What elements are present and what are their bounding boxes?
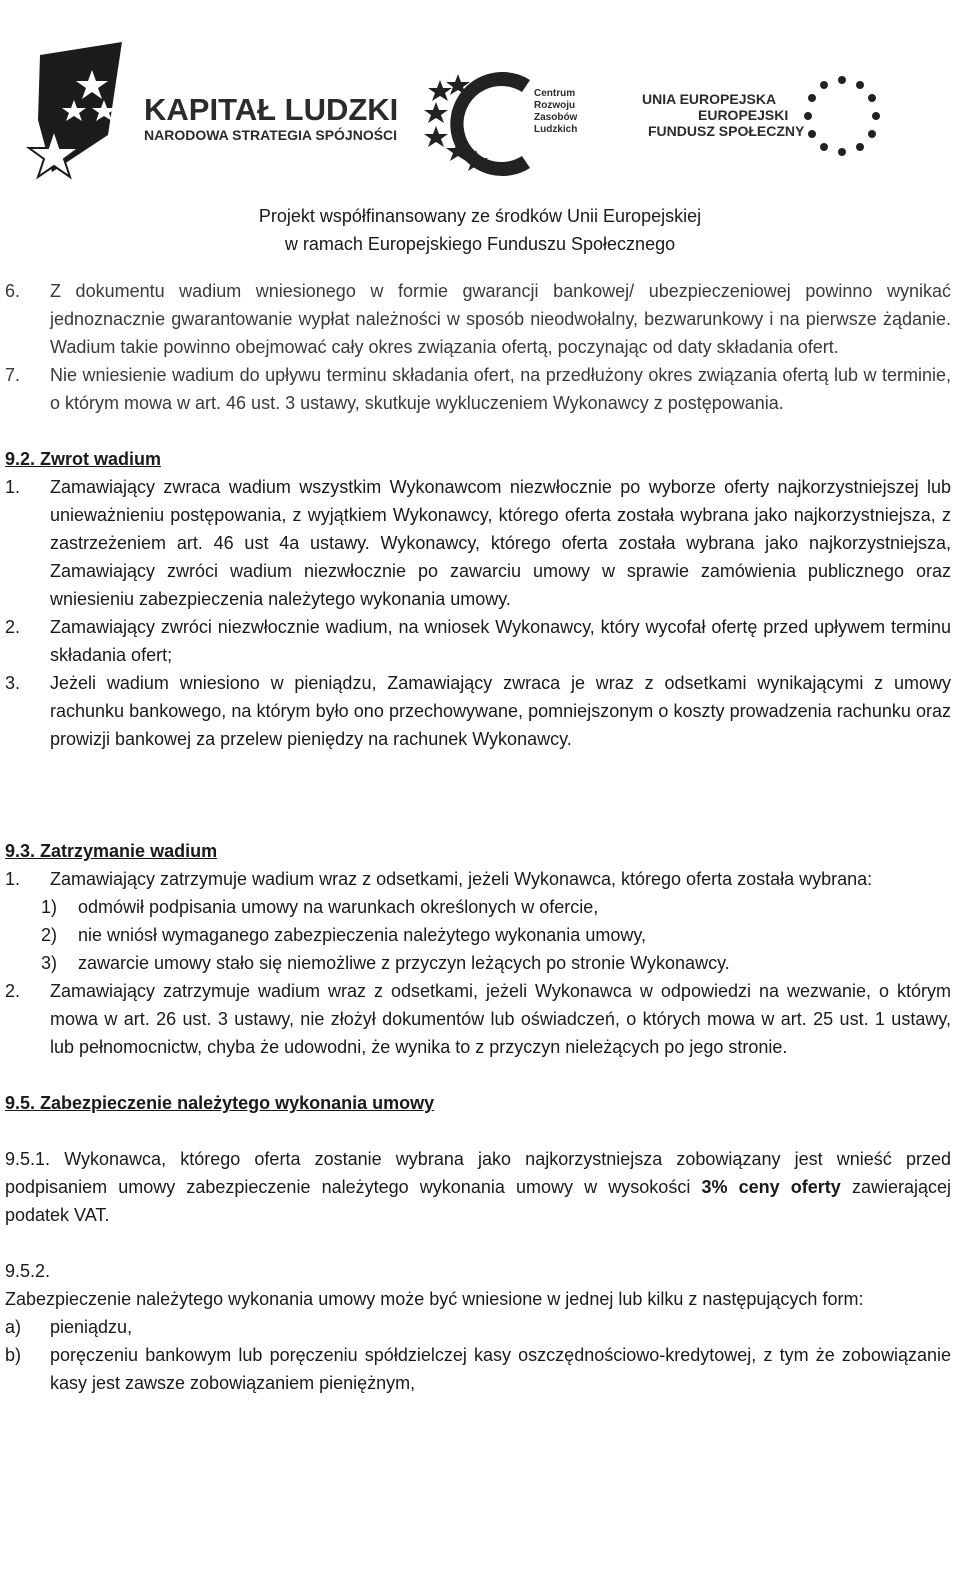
- sub-list-item: [5, 893, 951, 921]
- kl-logo-title: KAPITAŁ LUDZKI: [144, 92, 399, 127]
- crzl-line-2: Rozwoju: [534, 100, 576, 111]
- paragraph-text: 9.5.1. Wykonawca, którego oferta zostanie wybrana jako najkorzystniejsza zobowiązany jest wnieść przed podpisaniem umowy zabezpieczenie należytego wykonania umowy w wysokości: [5, 1149, 951, 1197]
- item-number: 3.: [5, 673, 21, 693]
- item-text: Zamawiający zatrzymuje wadium wraz z odsetkami, jeżeli Wykonawca, którego oferta została wybrana:: [50, 869, 873, 889]
- section-heading-9-3: 9.3. Zatrzymanie wadium: [5, 841, 218, 861]
- eu-line-2: EUROPEJSKI: [698, 107, 789, 123]
- list-item: [5, 1341, 951, 1397]
- item-number: 7.: [5, 365, 21, 385]
- document-body: [5, 277, 951, 1397]
- logo-banner: [0, 0, 960, 200]
- kapital-ludzki-logo: [29, 42, 398, 177]
- item-text: Zamawiający zwróci niezwłocznie wadium, na wniosek Wykonawcy, który wycofał ofertę przed upływem terminu składania ofert;: [50, 617, 951, 665]
- list-item: [5, 865, 951, 893]
- sub-item-text: nie wniósł wymaganego zabezpieczenia należytego wykonania umowy,: [78, 925, 646, 945]
- sub-item-text: odmówił podpisania umowy na warunkach określonych w ofercie,: [78, 897, 599, 917]
- item-number: 2.: [5, 617, 21, 637]
- paragraph-9-5-2: Zabezpieczenie należytego wykonania umowy może być wniesione w jednej lub kilku z następujących form:: [5, 1289, 864, 1309]
- crzl-line-3: Zasobów: [534, 112, 578, 123]
- sub-list-item: [5, 949, 951, 977]
- list-item: [5, 669, 951, 753]
- paragraph-number-9-5-2: 9.5.2.: [5, 1261, 51, 1281]
- item-text: Nie wniesienie wadium do upływu terminu składania ofert, na przedłużony okres związania ofertą lub w terminie, o którym mowa w art. 46 ust. 3 ustawy, skutkuje wykluczeniem Wykonawcy z postępowania.: [50, 365, 951, 413]
- project-caption-line-1: Projekt współfinansowany ze środków Unii Europejskiej: [258, 206, 702, 226]
- item-number: 1.: [5, 477, 21, 497]
- item-number: 2.: [5, 981, 21, 1001]
- section-heading-9-5: 9.5. Zabezpieczenie należytego wykonania umowy: [5, 1093, 435, 1113]
- eu-stars-icon: [804, 76, 880, 156]
- item-number: 1.: [5, 869, 21, 889]
- list-item: [5, 613, 951, 669]
- item-letter: a): [5, 1317, 22, 1337]
- list-item: [5, 977, 951, 1061]
- eu-line-1: UNIA EUROPEJSKA: [642, 91, 777, 107]
- crzl-line-1: Centrum: [534, 88, 576, 99]
- item-text: Zamawiający zwraca wadium wszystkim Wykonawcom niezwłocznie po wyborze oferty najkorzystniejszej lub unieważnieniu postępowania, z wyjątkiem Wykonawcy, którego oferta została wybrana jako najkorzystniejsza, z zastrzeżeniem art. 46 ust 4a ustawy. Wykonawcy, którego oferta została wybrana jako najkorzystniejsza, Zamawiający zwróci wadium niezwłocznie po zawarciu umowy w sprawie zamówienia publicznego oraz wniesieniu zabezpieczenia należytego wykonania umowy.: [50, 477, 951, 609]
- sub-list-item: [5, 921, 951, 949]
- crzl-line-4: Ludzkich: [534, 124, 578, 135]
- section-heading-9-2: 9.2. Zwrot wadium: [5, 449, 162, 469]
- eu-logo: [642, 76, 880, 156]
- list-item: [5, 473, 951, 613]
- item-letter: b): [5, 1345, 22, 1365]
- kl-logo-subtitle: NARODOWA STRATEGIA SPÓJNOŚCI: [144, 127, 398, 143]
- item-text: poręczeniu bankowym lub poręczeniu spółdzielczej kasy oszczędnościowo-kredytowej, z tym że zobowiązanie kasy jest zawsze zobowiązaniem pieniężnym,: [50, 1345, 951, 1393]
- item-text: pieniądzu,: [50, 1317, 133, 1337]
- security-amount: 3% ceny oferty: [701, 1177, 841, 1197]
- list-item: [5, 1313, 951, 1341]
- list-item: [5, 361, 951, 417]
- crzl-logo: [424, 72, 578, 176]
- paragraph-text: zawierającej podatek VAT.: [5, 1177, 951, 1225]
- item-text: Z dokumentu wadium wniesionego w formie gwarancji bankowej/ ubezpieczeniowej powinno wynikać jednoznacznie gwarantowanie wypłat należności w sposób nieodwołalny, bezwarunkowy i na pierwsze żądanie. Wadium takie powinno obejmować cały okres związania ofertą, poczynając od daty składania ofert.: [50, 281, 951, 357]
- paragraph-9-5-1: [5, 1145, 951, 1229]
- item-text: Zamawiający zatrzymuje wadium wraz z odsetkami, jeżeli Wykonawca w odpowiedzi na wezwanie, o którym mowa w art. 26 ust. 3 ustawy, nie złożył dokumentów lub oświadczeń, o których mowa w art. 25 ust. 1 ustawy, lub pełnomocnictw, chyba że udowodni, że wynika to z przyczyn nieleżących po jego stronie.: [50, 981, 951, 1057]
- sub-item-number: 1): [41, 897, 58, 917]
- item-number: 6.: [5, 281, 21, 301]
- list-item: [5, 277, 951, 361]
- sub-item-text: zawarcie umowy stało się niemożliwe z przyczyn leżących po stronie Wykonawcy.: [78, 953, 730, 973]
- project-caption-line-2: w ramach Europejskiego Funduszu Społecznego: [284, 234, 676, 254]
- sub-item-number: 3): [41, 953, 58, 973]
- eu-line-3: FUNDUSZ SPOŁECZNY: [648, 123, 805, 139]
- sub-item-number: 2): [41, 925, 58, 945]
- item-text: Jeżeli wadium wniesiono w pieniądzu, Zamawiający zwraca je wraz z odsetkami wynikającymi z umowy rachunku bankowego, na którym było ono przechowywane, pomniejszonym o koszty prowadzenia rachunku oraz prowizji bankowej za przelew pieniędzy na rachunek Wykonawcy.: [50, 673, 951, 749]
